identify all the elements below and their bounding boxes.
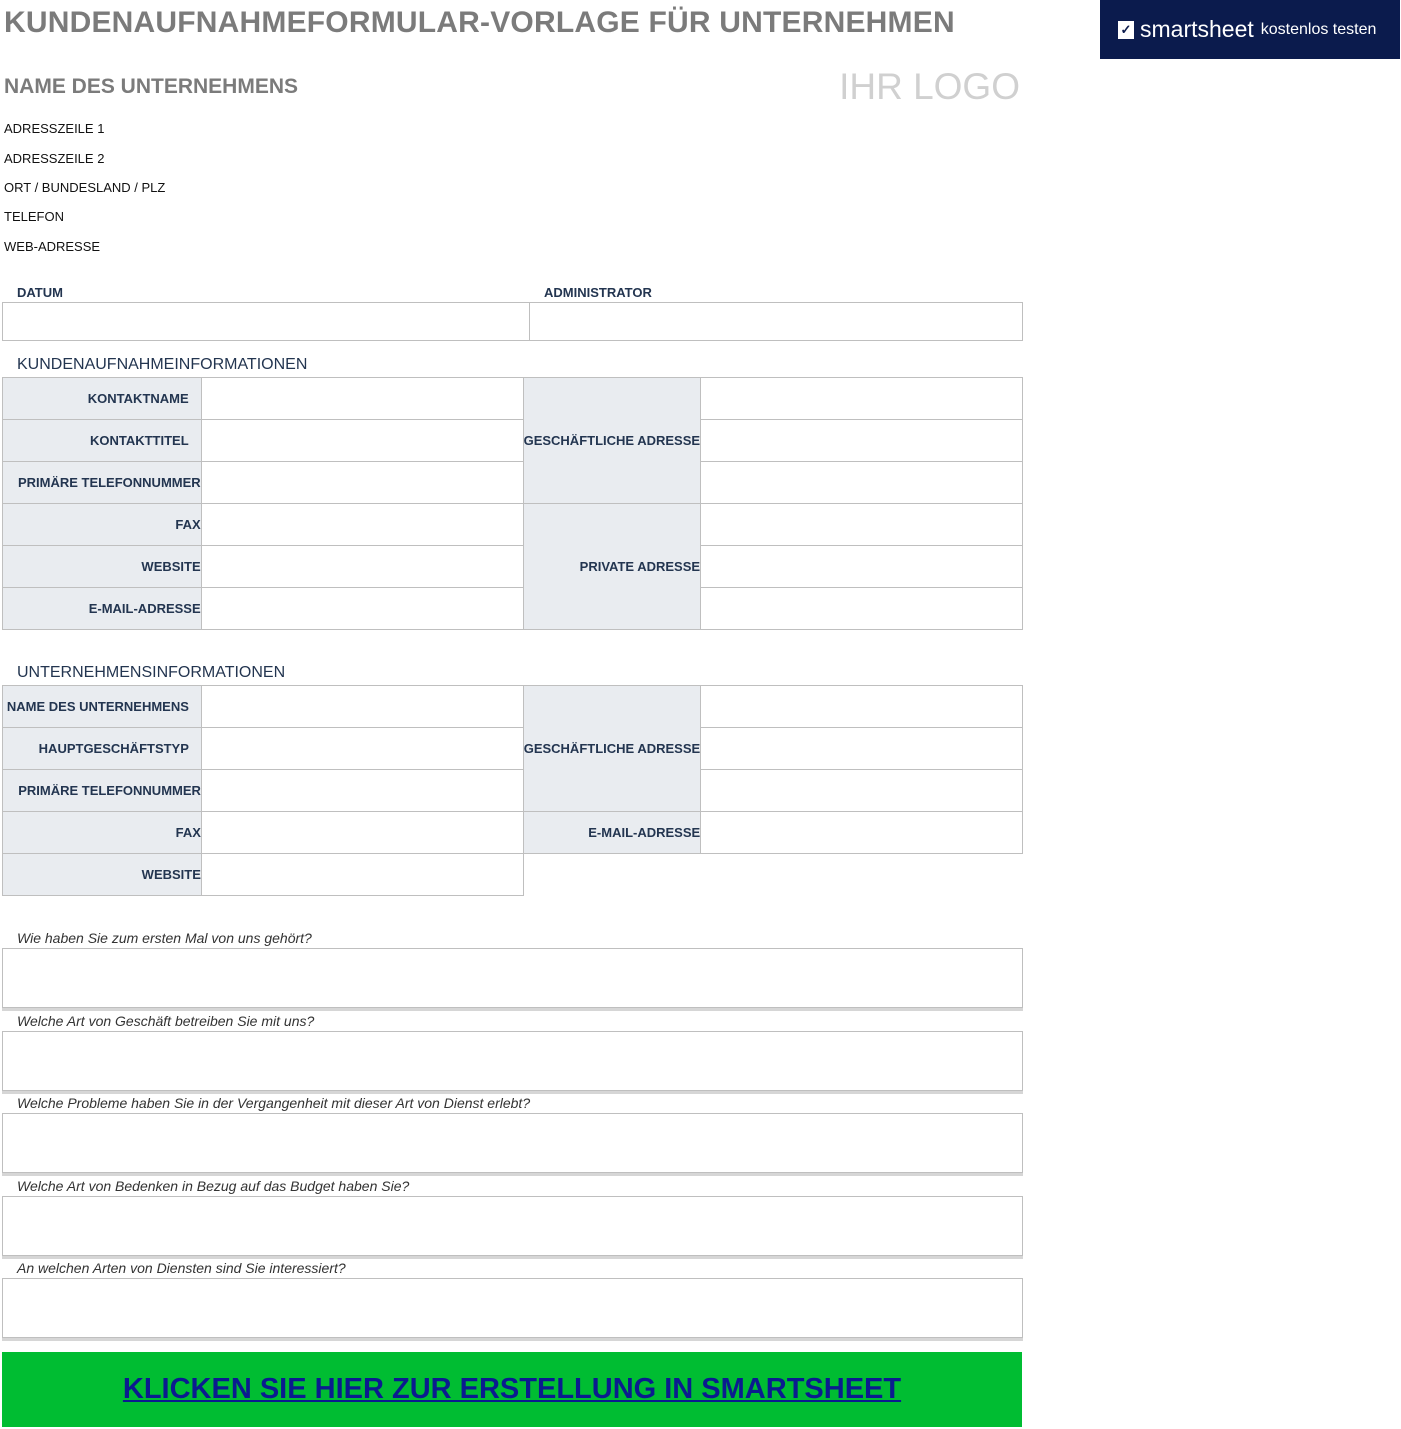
contact-name-label: KONTAKTNAME bbox=[3, 378, 202, 420]
question-4-field[interactable] bbox=[2, 1196, 1023, 1256]
question-4-label: Welche Art von Bedenken in Bezug auf das Budget haben Sie? bbox=[17, 1178, 410, 1194]
company-fax-field[interactable] bbox=[201, 812, 523, 854]
fax-field[interactable] bbox=[201, 504, 523, 546]
question-2-label: Welche Art von Geschäft betreiben Sie mit uns? bbox=[17, 1013, 315, 1029]
client-info-table bbox=[2, 377, 1023, 630]
company-business-address-label: GESCHÄFTLICHE ADRESSE bbox=[523, 686, 700, 812]
date-label: DATUM bbox=[17, 285, 63, 300]
free-trial-link[interactable]: kostenlos testen bbox=[1260, 20, 1377, 38]
company-name-field[interactable] bbox=[201, 686, 523, 728]
private-address-line-1[interactable] bbox=[701, 504, 1023, 546]
company-email-field[interactable] bbox=[701, 812, 1023, 854]
create-in-smartsheet-link[interactable]: KLICKEN SIE HIER ZUR ERSTELLUNG IN SMARTSHEET bbox=[122, 1373, 902, 1405]
question-5-label: An welchen Arten von Diensten sind Sie interessiert? bbox=[17, 1260, 346, 1276]
company-section-title: UNTERNEHMENSINFORMATIONEN bbox=[17, 664, 286, 681]
page-title: KUNDENAUFNAHMEFORMULAR-VORLAGE FÜR UNTERNEHMEN bbox=[4, 6, 955, 39]
address-line-1: ADRESSZEILE 1 bbox=[4, 121, 105, 136]
logo-placeholder: IHR LOGO bbox=[839, 66, 1020, 107]
city-state-zip: ORT / BUNDESLAND / PLZ bbox=[4, 180, 166, 195]
company-website-field[interactable] bbox=[201, 854, 523, 896]
email-field[interactable] bbox=[201, 588, 523, 630]
website-field[interactable] bbox=[201, 546, 523, 588]
business-address-line-2[interactable] bbox=[701, 420, 1023, 462]
smartsheet-banner[interactable] bbox=[1100, 0, 1400, 59]
fax-label: FAX bbox=[3, 504, 202, 546]
question-3-label: Welche Probleme haben Sie in der Vergangenheit mit dieser Art von Dienst erlebt? bbox=[17, 1095, 531, 1111]
email-label: E-MAIL-ADRESSE bbox=[3, 588, 202, 630]
company-fax-label: FAX bbox=[3, 812, 202, 854]
brand-name: smartsheet bbox=[1140, 16, 1254, 42]
question-3-field[interactable] bbox=[2, 1113, 1023, 1173]
client-section-title: KUNDENAUFNAHMEINFORMATIONEN bbox=[17, 356, 308, 373]
private-address-line-2[interactable] bbox=[701, 546, 1023, 588]
business-address-label: GESCHÄFTLICHE ADRESSE bbox=[523, 378, 700, 504]
company-address-line-1[interactable] bbox=[701, 686, 1023, 728]
empty-cell bbox=[523, 854, 1022, 896]
company-email-label: E-MAIL-ADRESSE bbox=[523, 812, 700, 854]
question-1-label: Wie haben Sie zum ersten Mal von uns gehört? bbox=[17, 930, 312, 946]
administrator-field[interactable] bbox=[529, 302, 1023, 341]
company-address-line-2[interactable] bbox=[701, 728, 1023, 770]
company-phone-label: PRIMÄRE TELEFONNUMMER bbox=[3, 770, 202, 812]
private-address-label: PRIVATE ADRESSE bbox=[523, 504, 700, 630]
create-in-smartsheet-banner[interactable] bbox=[2, 1352, 1022, 1427]
company-phone-field[interactable] bbox=[201, 770, 523, 812]
phone-line: TELEFON bbox=[4, 209, 64, 224]
contact-title-field[interactable] bbox=[201, 420, 523, 462]
primary-phone-label: PRIMÄRE TELEFONNUMMER bbox=[3, 462, 202, 504]
date-field[interactable] bbox=[2, 302, 531, 341]
contact-title-label: KONTAKTTITEL bbox=[3, 420, 202, 462]
private-address-line-3[interactable] bbox=[701, 588, 1023, 630]
web-address-line: WEB-ADRESSE bbox=[4, 239, 101, 254]
company-address-line-3[interactable] bbox=[701, 770, 1023, 812]
contact-name-field[interactable] bbox=[201, 378, 523, 420]
website-label: WEBSITE bbox=[3, 546, 202, 588]
company-website-label: WEBSITE bbox=[3, 854, 202, 896]
company-name-heading: NAME DES UNTERNEHMENS bbox=[4, 75, 299, 98]
business-type-label: HAUPTGESCHÄFTSTYP bbox=[3, 728, 202, 770]
smartsheet-logo-icon: ✓ bbox=[1118, 21, 1134, 39]
question-2-field[interactable] bbox=[2, 1031, 1023, 1091]
address-line-2: ADRESSZEILE 2 bbox=[4, 151, 105, 166]
business-address-line-3[interactable] bbox=[701, 462, 1023, 504]
administrator-label: ADMINISTRATOR bbox=[544, 285, 652, 300]
primary-phone-field[interactable] bbox=[201, 462, 523, 504]
business-type-field[interactable] bbox=[201, 728, 523, 770]
company-name-label: NAME DES UNTERNEHMENS bbox=[3, 686, 202, 728]
company-info-table bbox=[2, 685, 1023, 896]
business-address-line-1[interactable] bbox=[701, 378, 1023, 420]
question-1-field[interactable] bbox=[2, 948, 1023, 1008]
question-5-field[interactable] bbox=[2, 1278, 1023, 1338]
